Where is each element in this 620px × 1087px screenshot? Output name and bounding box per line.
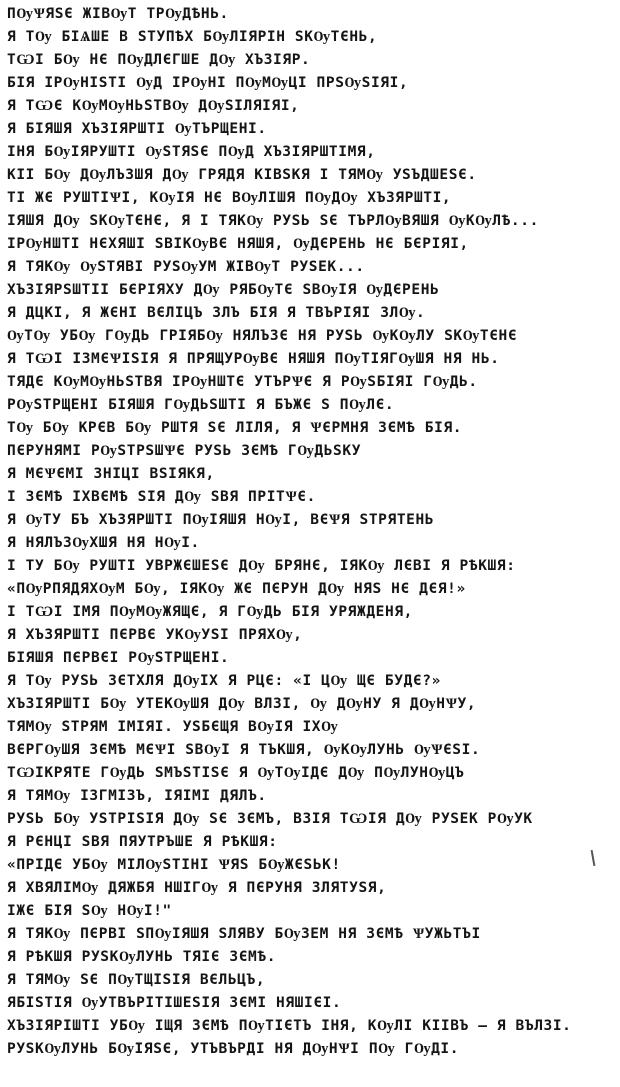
text-line: ТЯМѸ ЅТРЯМ ІМІЯІ. УЅБЄЩЯ ВѸІЯ ІХѸ: [7, 719, 339, 735]
text-line: Я ѸТУ БЪ ХЪЗЯРШТІ ПѸІЯШЯ НѸІ, ВЄѰЯ ЅТРЯТЕНЬ: [7, 512, 435, 528]
text-line: БІЯ ІРѸНІЅТІ ѸД ІРѸНІ ПѸМѸЦІ ПРЅѸЅІЯІ,: [7, 75, 409, 91]
text-line: ТѸ БѸ КРЄВ БѸ РШТЯ ЅЄ ЛІЛЯ, Я ѰЄРМНЯ ЗЄМѢ БІЯ.: [7, 420, 463, 436]
text-line: Я РѢКШЯ РУЅКѸЛУНЬ ТЯІЄ ЗЄМѢ.: [7, 949, 277, 965]
text-line: Я ТЯКѸ ѸЅТЯВІ РУЅѸУМ ЖІВѸТ РУЅЕК...: [7, 259, 365, 275]
text-line: «ПРІДЄ УБѸ МІЛѸЅТІНІ ѰЯЅ БѸЖЄЅЬК!: [7, 857, 341, 873]
text-line: «ПѸРПЯДЯХѸМ БѸ, ІЯКѸ ЖЄ ПЄРУН ДѸ НЯЅ НЄ ДЄЯ!»: [7, 581, 466, 597]
text-line: ТѠІКРЯТЕ ГѸДЬ ЅМЪЅТІЅЄ Я ѸТѸІДЄ ДѸ ПѸЛУНѸЦЪ: [7, 765, 465, 781]
text-line: ТІ ЖЄ РУШТІѰІ, КѸІЯ НЄ ВѸЛІШЯ ПѸДѸ ХЪЗЯРШТІ,: [7, 190, 452, 206]
text-line: І ТѠІ ІМЯ ПѸМѸЖЯЩЄ, Я ГѸДЬ БІЯ УРЯЖДЕНЯ,: [7, 604, 413, 620]
text-line: Я ХВЯЛІМѸ ДЯЖБЯ НШІГѸ Я ПЄРУНЯ ЗЛЯТУЅЯ,: [7, 880, 387, 896]
text-line: ІЯШЯ ДѸ ЅКѸТЄНЄ, Я І ТЯКѸ РУЅЬ ЅЄ ТЪРЛѸВЯШЯ ѸКѸЛѢ...: [7, 213, 539, 229]
text-line: БІЯШЯ ПЄРВЄІ РѸЅТРЩЕНІ.: [7, 650, 230, 666]
text-line: ІЖЄ БІЯ ЅѸ НѸІ!": [7, 903, 172, 919]
text-line: Я ХЪЗЯРШТІ ПЄРВЄ УКѸУЅІ ПРЯХѸ,: [7, 627, 303, 643]
text-line: ѸТѸ УБѸ ГѸДЬ ГРІЯБѸ НЯЛЪЗЄ НЯ РУЅЬ ѸКѸЛУ ЅКѸТЄНЄ: [7, 328, 518, 344]
text-line: ПЄРУНЯМІ РѸЅТРЅШѰЄ РУЅЬ ЗЄМѢ ГѸДЬЅКУ: [7, 443, 362, 459]
text-line: Я БІЯШЯ ХЪЗІЯРШТІ ѸТЪРЩЕНІ.: [7, 121, 267, 137]
text-line: Я МЄѰЄМІ ЗНІЦІ ВЅІЯКЯ,: [7, 466, 215, 482]
text-line: ВЄРГѸШЯ ЗЄМѢ МЄѰІ ЅВѸІ Я ТЪКШЯ, ѸКѸЛУНЬ ѸѰЄЅІ.: [7, 742, 481, 758]
text-line: Я ТѠЄ КѸМѸНЬЅТВѸ ДѸЅІЛЯІЯІ,: [7, 98, 300, 114]
text-line: Я ТЯКѸ ПЄРВІ ЅПѸІЯШЯ ЅЛЯВУ БѸЗЕМ НЯ ЗЄМѢ ѰУЖЬТЪІ: [7, 926, 481, 942]
text-line: РѸЅТРЩЕНІ БІЯШЯ ГѸДЬЅШТІ Я БЪЖЄ Ѕ ПѸЛЄ.: [7, 397, 395, 413]
text-line: Я РЄНЦІ ЅВЯ ПЯУТРЪШЕ Я РѢКШЯ:: [7, 834, 278, 850]
text-line: Я НЯЛЪЗѸХШЯ НЯ НѸІ.: [7, 535, 200, 551]
text-line: Я ТѸ РУЅЬ ЗЄТХЛЯ ДѸІХ Я РЦЄ: «І ЦѸ ЩЄ БУДЄ?»: [7, 673, 441, 689]
text-line: Я ТѸ БІѦШЕ В ЅТУПѢХ БѸЛІЯРІН ЅКѸТЄНЬ,: [7, 29, 378, 45]
text-line: ХЪЗІЯРШТІ БѸ УТЕКѸШЯ ДѸ ВЛЗІ, Ѹ ДѸНУ Я ДѸНѰУ,: [7, 696, 477, 712]
text-line: ТѠІ БѸ НЄ ПѸДЛЄГШЕ ДѸ ХЪЗІЯР.: [7, 52, 311, 68]
text-line: ЯБІЅТІЯ ѸУТВЪРІТІШЕЅІЯ ЗЄМІ НЯШІЄІ.: [7, 995, 342, 1011]
text-line: ПѸѰЯЅЄ ЖІВѸТ ТРѸДѢНЬ.: [7, 6, 229, 22]
text-line: Я ТѠІ ІЗМЄѰІЅІЯ Я ПРЯЩУРѸВЄ НЯШЯ ПѸТІЯГѸШЯ НЯ НЬ.: [7, 351, 500, 367]
text-line: Я ДЦКІ, Я ЖЄНІ ВЄЛІЦЪ ЗЛЪ БІЯ Я ТВЪРІЯІ ЗЛѸ.: [7, 305, 426, 321]
text-line: Я ТЯМѸ ІЗГМІЗЪ, ІЯІМІ ДЯЛЪ.: [7, 788, 267, 804]
text-line: ТЯДЄ КѸМѸНЬЅТВЯ ІРѸНШТЄ УТЪРѰЄ Я РѸЅБІЯІ ГѸДЬ.: [7, 374, 478, 390]
text-line: ІНЯ БѸІЯРУШТІ ѸЅТЯЅЄ ПѸД ХЪЗІЯРШТІМЯ,: [7, 144, 376, 160]
text-line: І ТУ БѸ РУШТІ УВРЖЄШЕЅЄ ДѸ БРЯНЄ, ІЯКѸ ЛЄВІ Я РѢКШЯ:: [7, 558, 516, 574]
text-line: ХЪЗІЯРІШТІ УБѸ ІЩЯ ЗЄМѢ ПѸТІЄТЪ ІНЯ, КѸЛІ КІІВЪ — Я ВЪЛЗІ.: [7, 1018, 572, 1034]
text-line: ХЪЗІЯРЅШТІІ БЄРІЯХУ ДѸ РЯБѸТЄ ЅВѸІЯ ѸДЄРЕНЬ: [7, 282, 440, 298]
text-line: РУЅКѸЛУНЬ БѸІЯЅЄ, УТЪВЪРДІ НЯ ДѸНѰІ ПѸ ГѸДІ.: [7, 1041, 460, 1057]
text-line: І ЗЄМѢ ІХВЄМѢ ЅІЯ ДѸ ЅВЯ ПРІТѰЄ.: [7, 489, 316, 505]
text-line: РУЅЬ БѸ УЅТРІЅІЯ ДѸ ЅЄ ЗЄМЪ, ВЗІЯ ТѠІЯ ДѸ РУЅЕК РѸУК: [7, 811, 533, 827]
text-line: ІРѸНШТІ НЄХЯШІ ЅВІКѸВЄ НЯШЯ, ѸДЄРЕНЬ НЄ БЄРІЯІ,: [7, 236, 469, 252]
pen-mark: [591, 850, 596, 866]
text-line: Я ТЯМѸ ЅЄ ПѸТЩІЅІЯ ВЄЛЬЦЪ,: [7, 972, 266, 988]
text-line: КІІ БѸ ДѸЛЪЗШЯ ДѸ ГРЯДЯ КІВЅКЯ І ТЯМѸ УЅЪДШЕЅЄ.: [7, 167, 477, 183]
